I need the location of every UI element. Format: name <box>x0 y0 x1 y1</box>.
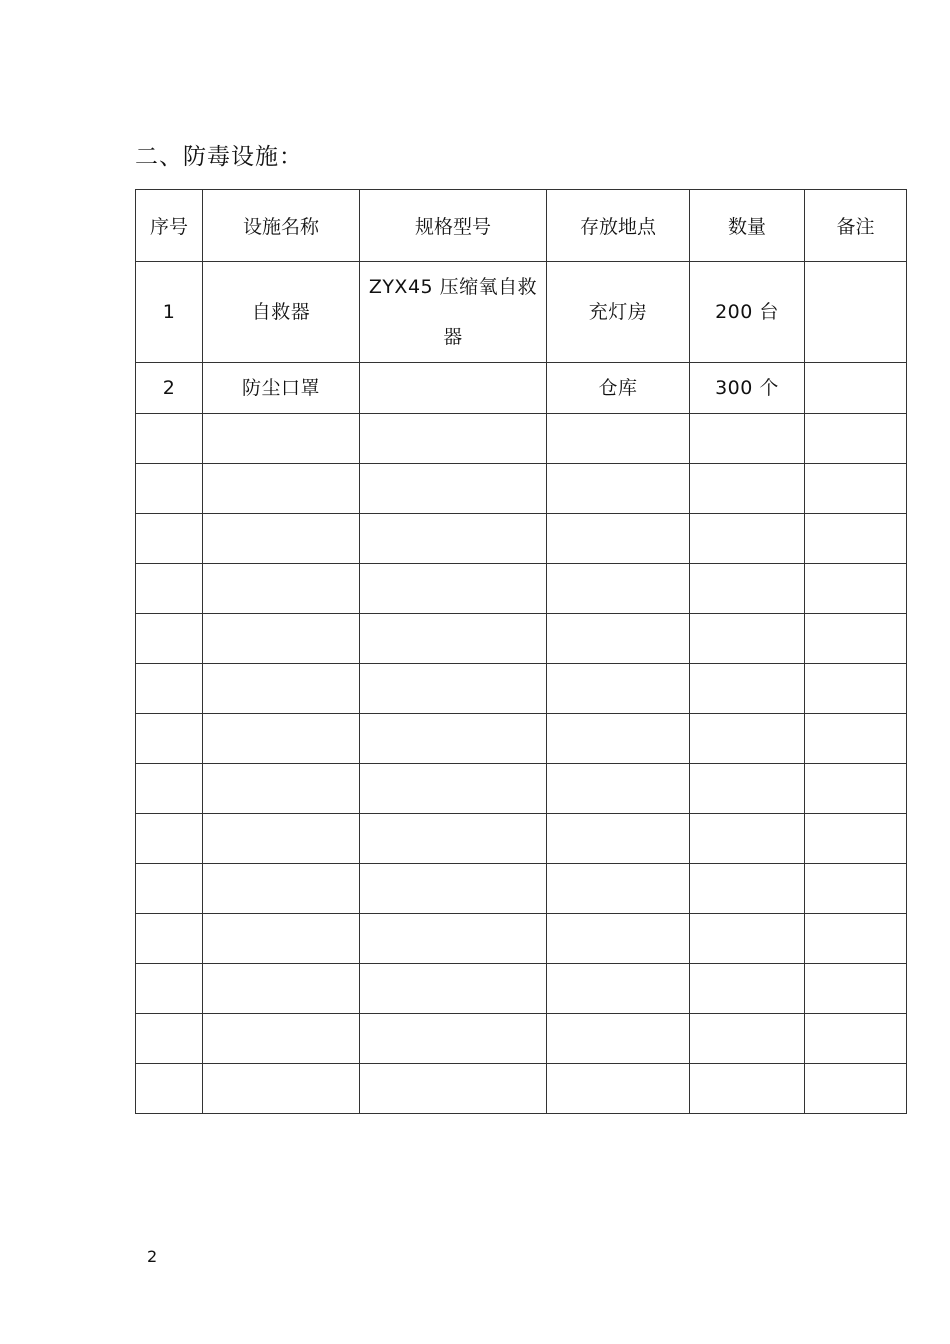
cell-remarks <box>805 363 907 414</box>
cell-storage-location <box>547 262 690 363</box>
cell-spec-model <box>360 864 547 914</box>
cell-quantity <box>690 964 805 1014</box>
cell-storage-location <box>547 764 690 814</box>
cell-index <box>136 714 203 764</box>
cell-text: ZYX45 压缩氧自救器 <box>368 276 538 348</box>
table-row <box>136 564 907 614</box>
cell-storage-location <box>547 414 690 464</box>
table-row <box>136 614 907 664</box>
cell-index <box>136 414 203 464</box>
cell-facility-name <box>203 864 360 914</box>
cell-quantity <box>690 363 805 414</box>
cell-quantity <box>690 714 805 764</box>
cell-facility-name <box>203 614 360 664</box>
table-row <box>136 714 907 764</box>
header-facility-name: 设施名称 <box>203 190 360 262</box>
cell-facility-name <box>203 1014 360 1064</box>
cell-spec-model <box>360 614 547 664</box>
cell-facility-name <box>203 564 360 614</box>
cell-storage-location <box>547 864 690 914</box>
cell-index <box>136 464 203 514</box>
cell-spec-model <box>360 514 547 564</box>
cell-index <box>136 1064 203 1114</box>
cell-remarks <box>805 1014 907 1064</box>
cell-remarks <box>805 764 907 814</box>
cell-remarks <box>805 864 907 914</box>
cell-quantity <box>690 464 805 514</box>
cell-facility-name <box>203 1064 360 1114</box>
table-row <box>136 363 907 414</box>
table-row <box>136 1064 907 1114</box>
cell-index <box>136 764 203 814</box>
cell-spec-model <box>360 1064 547 1114</box>
table-row <box>136 914 907 964</box>
cell-quantity <box>690 764 805 814</box>
cell-spec-model <box>360 764 547 814</box>
header-spec-model: 规格型号 <box>360 190 547 262</box>
cell-spec-model <box>360 664 547 714</box>
section-title: 二、防毒设施： <box>135 144 303 170</box>
cell-remarks <box>805 914 907 964</box>
cell-remarks <box>805 464 907 514</box>
cell-storage-location <box>547 614 690 664</box>
cell-facility-name <box>203 514 360 564</box>
cell-facility-name <box>203 262 360 363</box>
cell-storage-location <box>547 814 690 864</box>
cell-remarks <box>805 664 907 714</box>
cell-index <box>136 514 203 564</box>
cell-text: 防尘口罩 <box>241 377 320 399</box>
table-row <box>136 764 907 814</box>
table-row <box>136 864 907 914</box>
cell-remarks <box>805 262 907 363</box>
cell-quantity <box>690 414 805 464</box>
cell-remarks <box>805 564 907 614</box>
cell-facility-name <box>203 414 360 464</box>
table-body <box>136 262 907 1114</box>
cell-quantity <box>690 514 805 564</box>
cell-quantity <box>690 262 805 363</box>
cell-quantity <box>690 564 805 614</box>
cell-text: 1 <box>162 301 176 323</box>
cell-storage-location <box>547 964 690 1014</box>
table-row <box>136 464 907 514</box>
cell-index <box>136 262 203 363</box>
cell-storage-location <box>547 914 690 964</box>
cell-facility-name <box>203 814 360 864</box>
cell-quantity <box>690 1014 805 1064</box>
cell-index <box>136 363 203 414</box>
table-row <box>136 414 907 464</box>
cell-text: 300 个 <box>715 377 779 399</box>
cell-spec-model <box>360 414 547 464</box>
cell-spec-model <box>360 914 547 964</box>
cell-text: 2 <box>162 377 176 399</box>
cell-facility-name <box>203 764 360 814</box>
cell-facility-name <box>203 964 360 1014</box>
cell-storage-location <box>547 363 690 414</box>
cell-remarks <box>805 414 907 464</box>
cell-text: 自救器 <box>251 301 311 323</box>
header-storage-location: 存放地点 <box>547 190 690 262</box>
page-number: 2 <box>147 1247 158 1266</box>
cell-quantity <box>690 614 805 664</box>
cell-storage-location <box>547 1014 690 1064</box>
cell-index <box>136 564 203 614</box>
table-row <box>136 514 907 564</box>
cell-index <box>136 1014 203 1064</box>
cell-storage-location <box>547 714 690 764</box>
cell-remarks <box>805 614 907 664</box>
cell-index <box>136 864 203 914</box>
table-header-row <box>136 190 907 262</box>
cell-spec-model <box>360 814 547 864</box>
header-index: 序号 <box>136 190 203 262</box>
cell-text: 200 台 <box>715 301 779 323</box>
cell-spec-model <box>360 714 547 764</box>
cell-storage-location <box>547 564 690 614</box>
table-row <box>136 964 907 1014</box>
cell-quantity <box>690 1064 805 1114</box>
cell-index <box>136 614 203 664</box>
cell-facility-name <box>203 464 360 514</box>
cell-facility-name <box>203 664 360 714</box>
header-remarks: 备注 <box>805 190 907 262</box>
cell-storage-location <box>547 1064 690 1114</box>
cell-spec-model <box>360 262 547 363</box>
cell-quantity <box>690 864 805 914</box>
table-row <box>136 262 907 363</box>
cell-text: 充灯房 <box>588 301 648 323</box>
cell-index <box>136 814 203 864</box>
cell-facility-name <box>203 914 360 964</box>
cell-spec-model <box>360 1014 547 1064</box>
cell-remarks <box>805 814 907 864</box>
cell-remarks <box>805 714 907 764</box>
cell-remarks <box>805 964 907 1014</box>
cell-remarks <box>805 1064 907 1114</box>
table-row <box>136 1014 907 1064</box>
table-row <box>136 814 907 864</box>
cell-quantity <box>690 814 805 864</box>
cell-quantity <box>690 664 805 714</box>
cell-index <box>136 664 203 714</box>
cell-text: 仓库 <box>598 377 638 399</box>
cell-spec-model <box>360 363 547 414</box>
cell-facility-name <box>203 714 360 764</box>
cell-storage-location <box>547 664 690 714</box>
cell-spec-model <box>360 464 547 514</box>
header-quantity: 数量 <box>690 190 805 262</box>
cell-storage-location <box>547 464 690 514</box>
facility-table <box>135 189 907 1114</box>
cell-facility-name <box>203 363 360 414</box>
cell-quantity <box>690 914 805 964</box>
cell-remarks <box>805 514 907 564</box>
cell-index <box>136 964 203 1014</box>
table-row <box>136 664 907 714</box>
cell-index <box>136 914 203 964</box>
cell-spec-model <box>360 964 547 1014</box>
cell-storage-location <box>547 514 690 564</box>
cell-spec-model <box>360 564 547 614</box>
